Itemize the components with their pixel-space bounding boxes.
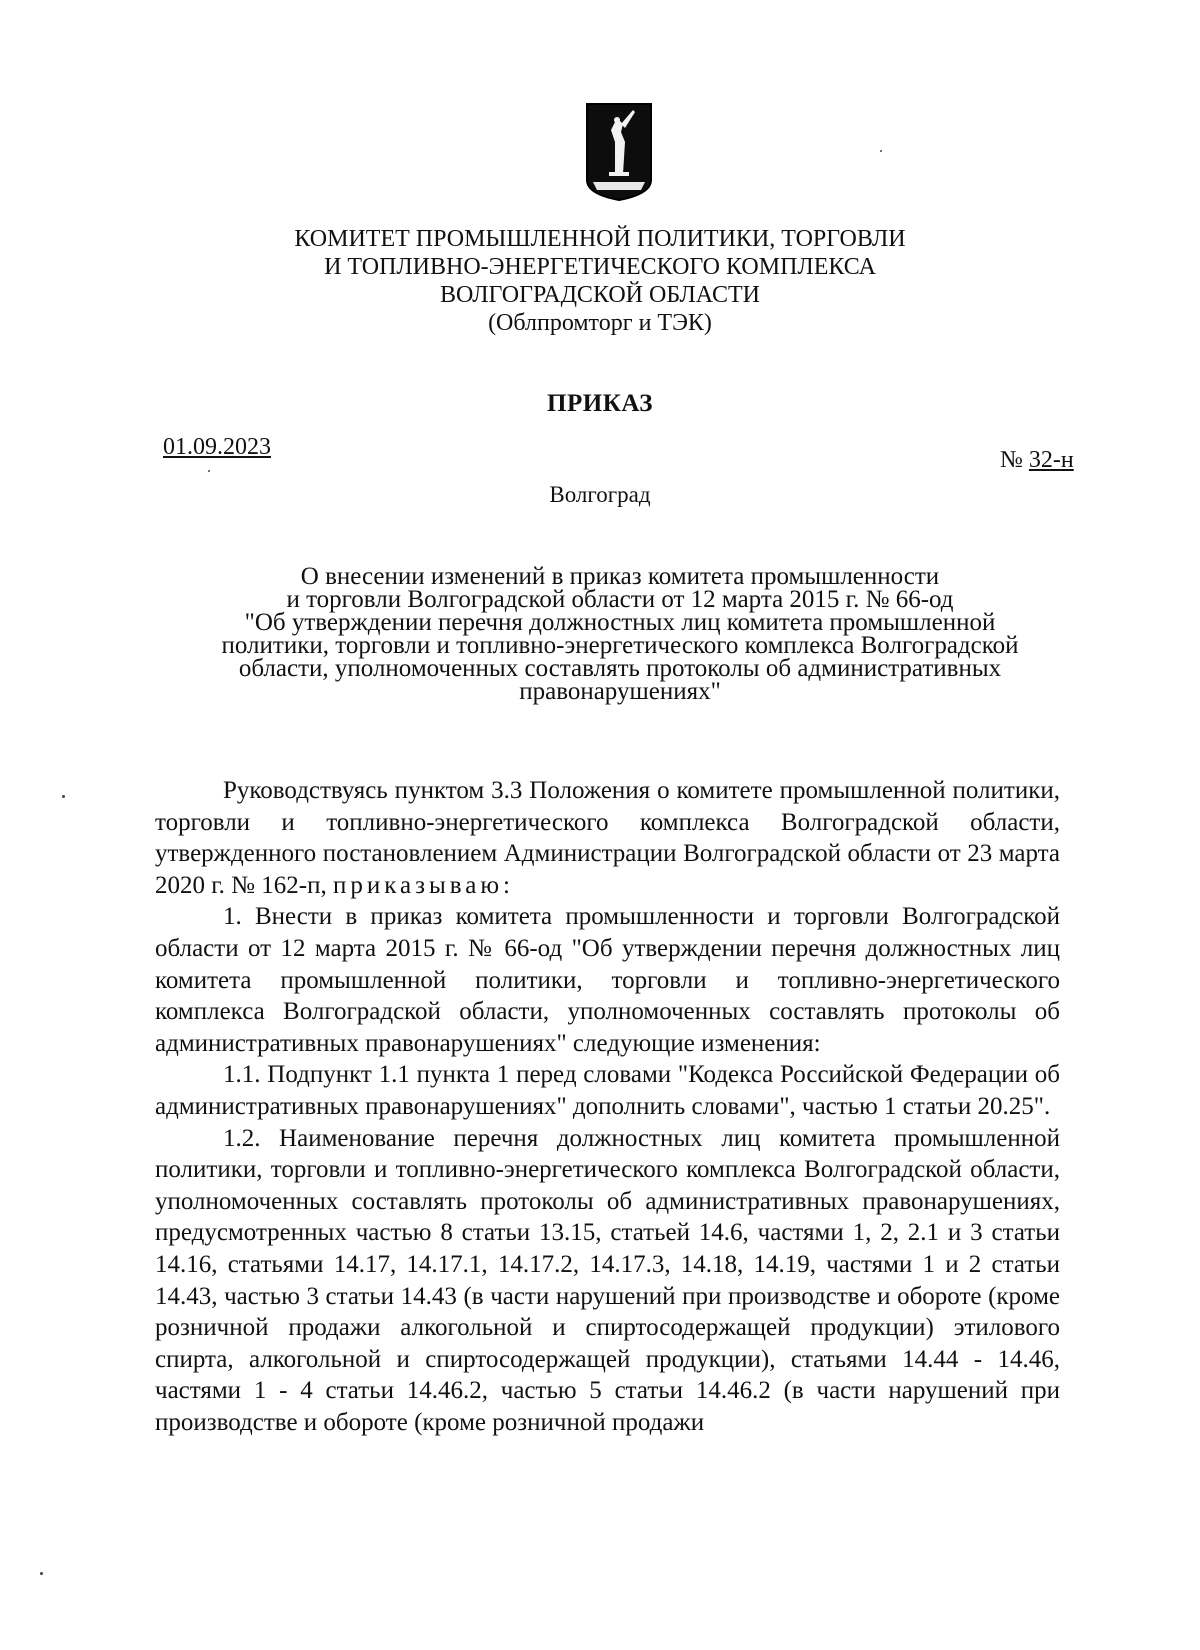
document-number-prefix: № [1000,447,1023,473]
body-paragraph-preamble [155,775,1060,901]
document-date: 01.09.2023 [163,434,271,460]
organization-name-line: ВОЛГОГРАДСКОЙ ОБЛАСТИ [440,282,760,308]
organization-header [0,225,1200,337]
document-body [155,775,1060,1438]
document-type-title: ПРИКАЗ [547,390,653,417]
subject-line: О внесении изменений в приказ комитета промышленности [300,563,940,590]
organization-name-line: КОМИТЕТ ПРОМЫШЛЕННОЙ ПОЛИТИКИ, ТОРГОВЛИ [294,226,906,252]
body-paragraph-item-1-2: 1.2. Наименование перечня должностных лиц комитета промышленной политики, торговли и топливно-энергетического комплекса Волгоградской области, уполномоченных составлять протоколы об административных правонарушениях, предусмотренных частью 8 статьи 13.15, статьей 14.6, частями 1, 2, 2.1 и 3 статьи 14.16, статьями 14.17, 14.17.1, 14.17.2, 14.17.3, 14.18, 14.19, частями 1 и 2 статьи 14.43, частью 3 статьи 14.43 (в части нарушений при производстве и обороте (кроме розничной продажи алкогольной и спиртосодержащей продукции) этилового спирта, алкогольной и спиртосодержащей продукции), статьями 14.44 - 14.46, частями 1 - 4 статьи 14.46.2, частью 5 статьи 14.46.2 (в части нарушений при производстве и обороте (кроме розничной продажи [155,1124,1060,1436]
subject-line: политики, торговли и топливно-энергетического комплекса Волгоградской [221,632,1019,659]
document-number-value: 32-н [1028,447,1074,473]
order-keyword: приказываю: [333,871,514,899]
body-paragraph-item-1-1: 1.1. Подпункт 1.1 пункта 1 перед словами "Кодекса Российской Федерации об административных правонарушениях" дополнить словами", частью 1 статьи 20.25". [155,1061,1060,1120]
organization-name-line: И ТОПЛИВНО-ЭНЕРГЕТИЧЕСКОГО КОМПЛЕКСА [324,254,876,280]
subject-line: и торговли Волгоградской области от 12 марта 2015 г. № 66-од [286,586,954,613]
coat-of-arms-emblem [585,102,653,202]
document-subject [150,565,1090,703]
document-number [1000,447,1074,474]
subject-line: "Об утверждении перечня должностных лиц комитета промышленной [244,609,996,636]
organization-abbreviation: (Облпромторг и ТЭК) [488,310,712,336]
subject-line: области, уполномоченных составлять протоколы об административных [238,655,1002,682]
preamble-text: Руководствуясь пунктом 3.3 Положения о комитете промышленной политики, торговли и топливно-энергетического комплекса Волгоградской области, утвержденного постановлением Администрации Волгоградской области от 23 марта 2020 г. № 162-п, [155,777,1060,899]
subject-line: правонарушениях" [519,678,721,705]
document-city: Волгоград [549,482,651,507]
body-paragraph-item-1: 1. Внести в приказ комитета промышленности и торговли Волгоградской области от 12 марта 2015 г. № 66-од "Об утверждении перечня должностных лиц комитета промышленной политики, торговли и топливно-энергетического комплекса Волгоградской области, уполномоченных составлять протоколы об административных правонарушениях" следующие изменения: [155,903,1060,1057]
